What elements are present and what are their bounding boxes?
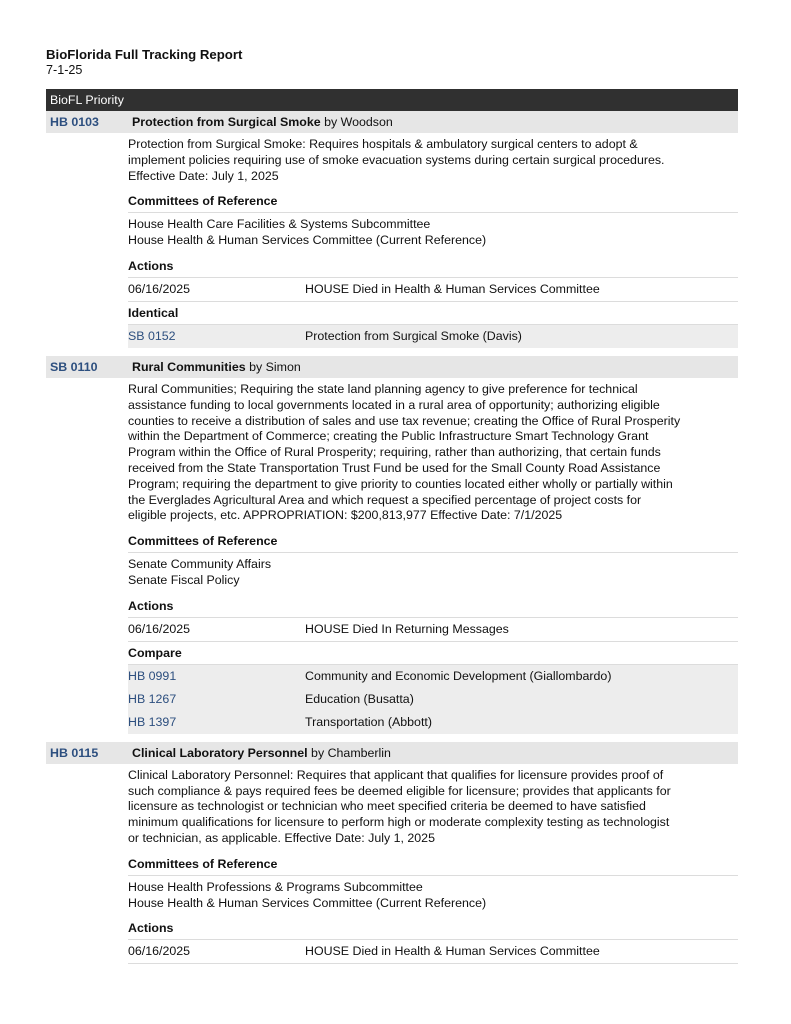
bill-number-link[interactable]: HB 0115 — [50, 745, 99, 760]
action-row — [128, 278, 738, 302]
bill-by-label: by — [311, 745, 325, 760]
related-bill-row — [128, 325, 738, 348]
action-text: HOUSE Died In Returning Messages — [305, 621, 509, 636]
bill-list — [46, 111, 738, 972]
bill-by-label: by — [324, 115, 338, 129]
action-date: 06/16/2025 — [128, 281, 191, 296]
action-text: HOUSE Died in Health & Human Services Committee — [305, 944, 600, 959]
committee-list — [128, 876, 738, 918]
committees-label: Committees of Reference — [128, 190, 738, 213]
related-bill-link[interactable]: HB 1397 — [128, 714, 177, 729]
actions-label: Actions — [128, 255, 738, 278]
bill-spacer — [46, 348, 738, 356]
related-bill-row — [128, 688, 738, 711]
description-line: Rural Communities; Requiring the state land planning agency to give preference for technical — [128, 381, 638, 396]
priority-section-header: BioFL Priority — [46, 89, 738, 111]
action-date: 06/16/2025 — [128, 944, 191, 959]
description-line: eligible projects, etc. APPROPRIATION: $200,813,977 Effective Date: 7/1/2025 — [128, 508, 563, 523]
committees-label: Committees of Reference — [128, 530, 738, 553]
bill-title-line — [132, 356, 738, 378]
actions-label: Actions — [128, 595, 738, 618]
committee-item: Senate Community Affairs — [128, 557, 272, 572]
bill-by-label: by — [249, 359, 263, 374]
bill-description — [128, 764, 738, 853]
bill-details — [128, 764, 738, 965]
bill-description — [128, 378, 738, 530]
related-bill-link[interactable]: HB 1267 — [128, 691, 177, 706]
bill-title: Clinical Laboratory Personnel — [132, 745, 308, 760]
action-row — [128, 940, 738, 964]
bill-sponsor: Chamberlin — [327, 745, 391, 760]
action-date: 06/16/2025 — [128, 621, 191, 636]
related-bill-row — [128, 711, 738, 734]
committee-item: House Health & Human Services Committee (Current Reference) — [128, 233, 487, 248]
related-bill-row — [128, 665, 738, 688]
committee-list — [128, 213, 738, 255]
related-bill-title: Protection from Surgical Smoke (Davis) — [305, 328, 522, 343]
report-title: BioFlorida Full Tracking Report — [46, 47, 243, 62]
description-line: assistance funding to local governments located in a rural area of opportunity; authorizing eligible — [128, 397, 660, 412]
description-line: received from the State Transportation Trust Fund be used for the Small County Road Assistance — [128, 460, 661, 475]
bill-sponsor: Simon — [265, 359, 301, 374]
bill-title: Rural Communities — [132, 359, 246, 374]
related-bill-link[interactable]: SB 0152 — [128, 328, 176, 343]
action-text: HOUSE Died in Health & Human Services Committee — [305, 281, 600, 296]
bill-title: Protection from Surgical Smoke — [132, 115, 321, 129]
description-line: such compliance & pays required fees be deemed eligible for licensure; provides that applicants for — [128, 783, 671, 798]
description-line: minimum qualifications for licensure to perform high or moderate complexity testing as technologist — [128, 815, 670, 830]
description-line: Program within the Office of Rural Prosperity; requiring, rather than authorizing, that certain funds — [128, 445, 661, 460]
bill-number-link[interactable]: HB 0103 — [50, 115, 99, 129]
committee-item: House Health Care Facilities & Systems Subcommittee — [128, 217, 431, 232]
committee-item: Senate Fiscal Policy — [128, 572, 240, 587]
committee-item: House Health & Human Services Committee (Current Reference) — [128, 895, 487, 910]
related-label: Identical — [128, 302, 738, 325]
bill-block — [46, 742, 738, 973]
bill-title-line — [132, 111, 738, 133]
bill-details — [128, 133, 738, 348]
description-line: within the Department of Commerce; creating the Public Infrastructure Smart Technology Grant — [128, 429, 649, 444]
report-content — [46, 89, 738, 972]
committee-item: House Health Professions & Programs Subcommittee — [128, 879, 423, 894]
report-date: 7-1-25 — [46, 63, 83, 77]
bill-title-line — [132, 742, 738, 764]
bill-header — [46, 356, 738, 378]
bill-details — [128, 378, 738, 734]
bill-block — [46, 111, 738, 356]
action-row — [128, 618, 738, 642]
committees-label: Committees of Reference — [128, 853, 738, 876]
related-bill-title: Community and Economic Development (Giallombardo) — [305, 668, 612, 683]
related-label: Compare — [128, 642, 738, 665]
bill-sponsor: Woodson — [340, 115, 393, 129]
description-line: the Everglades Agricultural Area and which request a specified percentage of project costs for — [128, 492, 642, 507]
committee-list — [128, 553, 738, 595]
description-line: licensure as technologist or technician who meet specified criteria be deemed to have satisfied — [128, 799, 646, 814]
bill-spacer — [46, 734, 738, 742]
description-line: Program; requiring the department to give priority to counties located either wholly or partially within — [128, 476, 673, 491]
description-line: Protection from Surgical Smoke: Requires hospitals & ambulatory surgical centers to adopt & — [128, 137, 638, 151]
related-bill-link[interactable]: HB 0991 — [128, 668, 177, 683]
bill-number-link[interactable]: SB 0110 — [50, 359, 98, 374]
related-bill-title: Transportation (Abbott) — [305, 714, 432, 729]
bill-header — [46, 111, 738, 133]
description-line: counties to receive a distribution of sales and use tax revenue; creating the Office of Rural Prosperity — [128, 413, 681, 428]
bill-block — [46, 356, 738, 742]
bill-header — [46, 742, 738, 764]
related-bill-title: Education (Busatta) — [305, 691, 414, 706]
description-line: Effective Date: July 1, 2025 — [128, 168, 279, 183]
description-line: implement policies requiring use of smoke evacuation systems during certain surgical procedures. — [128, 152, 665, 167]
actions-label: Actions — [128, 917, 738, 940]
description-line: or technician, as applicable. Effective Date: July 1, 2025 — [128, 830, 435, 845]
bill-spacer — [46, 964, 738, 972]
bill-description — [128, 133, 738, 190]
description-line: Clinical Laboratory Personnel: Requires that applicant that qualifies for licensure provides proof of — [128, 767, 664, 782]
